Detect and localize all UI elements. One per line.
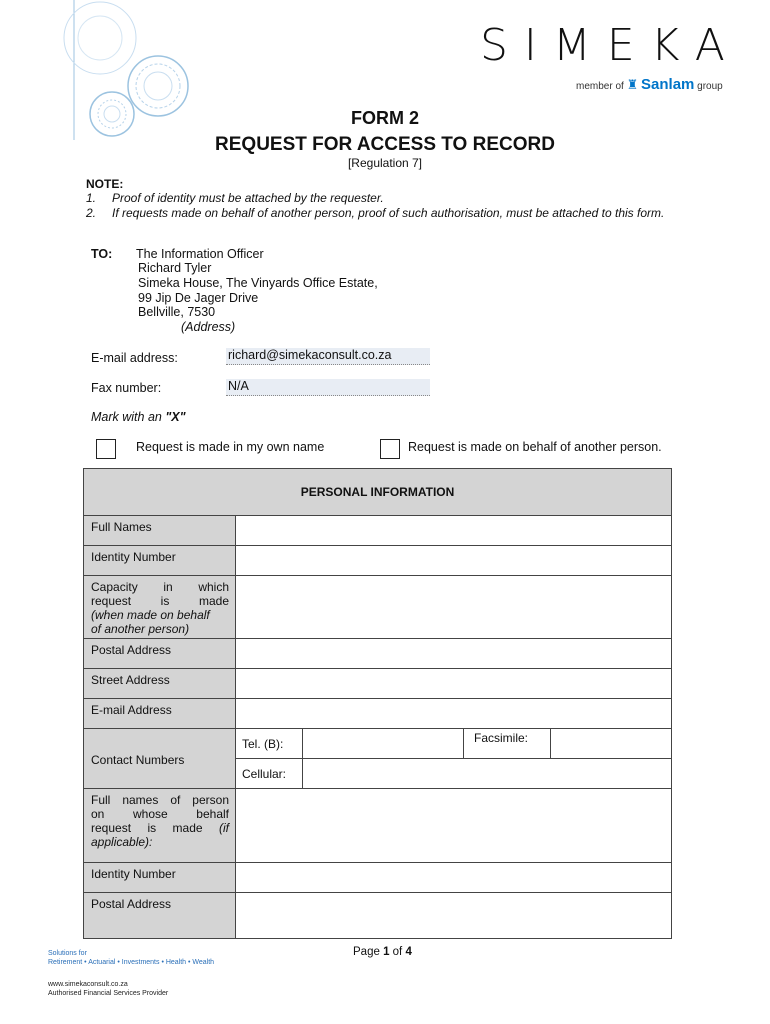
- identity-number-2-label: Identity Number: [84, 863, 236, 893]
- postal-address-label: Postal Address: [84, 639, 236, 669]
- form-title: REQUEST FOR ACCESS TO RECORD: [215, 134, 555, 155]
- behalf-line-3-italic: (if: [219, 821, 229, 835]
- personal-information-table: [83, 468, 672, 939]
- footer-solutions-for: Solutions for: [48, 950, 87, 957]
- sanlam-shield-icon: ♜: [626, 77, 639, 92]
- own-name-label: Request is made in my own name: [136, 440, 325, 454]
- behalf-line-2: on whose behalf: [91, 807, 229, 821]
- form-number: FORM 2: [350, 108, 419, 128]
- mark-instruction-x: "X": [165, 410, 186, 424]
- facsimile-field[interactable]: [551, 729, 672, 759]
- behalf-line-1: Full names of person: [91, 793, 229, 807]
- note-item-2-num: 2.: [86, 206, 97, 220]
- simeka-logo: SIMEKA: [480, 20, 741, 71]
- email-address-field[interactable]: [236, 699, 672, 729]
- recipient-title: The Information Officer: [136, 247, 264, 261]
- note-item-2: [86, 206, 664, 220]
- fax-label: Fax number:: [91, 381, 162, 395]
- note-item-1-text: Proof of identity must be attached by the requester.: [112, 191, 384, 205]
- capacity-line-4: of another person): [91, 622, 190, 636]
- behalf-line-4: applicable):: [91, 835, 153, 849]
- other-person-label: Request is made on behalf of another person.: [408, 440, 662, 454]
- cellular-field[interactable]: [303, 759, 672, 789]
- note-heading: NOTE:: [86, 177, 124, 191]
- recipient-address-line-1: Simeka House, The Vinyards Office Estate,: [138, 276, 378, 290]
- own-name-checkbox[interactable]: [96, 439, 116, 459]
- tel-label: Tel. (B):: [236, 729, 303, 759]
- footer-services: Retirement • Actuarial • Investments • Health • Wealth: [48, 959, 215, 966]
- postal-address-2-label: Postal Address: [84, 893, 236, 939]
- footer-fsp: Authorised Financial Services Provider: [48, 990, 169, 997]
- full-names-field[interactable]: [236, 516, 672, 546]
- email-address-label: E-mail Address: [84, 699, 236, 729]
- recipient-name: Richard Tyler: [138, 261, 212, 275]
- sanlam-name: Sanlam: [641, 76, 695, 93]
- mark-instruction: [91, 410, 186, 424]
- personal-info-heading: PERSONAL INFORMATION: [84, 469, 672, 516]
- identity-number-label: Identity Number: [84, 546, 236, 576]
- behalf-line-3-text: request is made: [91, 821, 219, 835]
- behalf-person-label: [84, 789, 236, 863]
- recipient-address-line-3: Bellville, 7530: [138, 305, 216, 319]
- street-address-field[interactable]: [236, 669, 672, 699]
- email-field[interactable]: richard@simekaconsult.co.za: [226, 348, 430, 365]
- capacity-line-1: Capacity in which: [91, 580, 229, 594]
- address-caption: (Address): [181, 320, 236, 334]
- postal-address-field[interactable]: [236, 639, 672, 669]
- behalf-person-field[interactable]: [236, 789, 672, 863]
- tel-field[interactable]: [303, 729, 464, 759]
- postal-address-2-field[interactable]: [236, 893, 672, 939]
- street-address-label: Street Address: [84, 669, 236, 699]
- regulation-ref: [Regulation 7]: [347, 156, 423, 170]
- fax-field[interactable]: N/A: [226, 379, 430, 396]
- footer-website: www.simekaconsult.co.za: [48, 981, 128, 988]
- page-total: 4: [405, 946, 412, 958]
- behalf-line-3: [91, 821, 229, 835]
- page-prefix: Page: [353, 946, 384, 958]
- group-suffix: group: [697, 81, 723, 92]
- note-item-2-text: If requests made on behalf of another person, proof of such authorisation, must be attached to this form.: [112, 206, 665, 220]
- page-mid: of: [389, 946, 406, 958]
- capacity-line-3: (when made on behalf: [91, 608, 210, 622]
- contact-numbers-label: Contact Numbers: [84, 729, 236, 789]
- page-current: 1: [383, 946, 390, 958]
- capacity-label: [84, 576, 236, 639]
- email-label: E-mail address:: [91, 351, 178, 365]
- full-names-label: Full Names: [84, 516, 236, 546]
- to-label: TO:: [91, 247, 113, 261]
- cellular-label: Cellular:: [236, 759, 303, 789]
- identity-number-field[interactable]: [236, 546, 672, 576]
- note-item-1-num: 1.: [86, 191, 97, 205]
- recipient-address-line-2: 99 Jip De Jager Drive: [138, 291, 259, 305]
- capacity-line-2: request is made: [91, 594, 229, 608]
- note-item-1: [86, 191, 384, 205]
- capacity-field[interactable]: [236, 576, 672, 639]
- facsimile-label: Facsimile:: [464, 729, 551, 759]
- identity-number-2-field[interactable]: [236, 863, 672, 893]
- sanlam-member-badge: [576, 76, 723, 93]
- page-number: [353, 946, 412, 958]
- mark-instruction-text: Mark with an: [91, 410, 166, 424]
- other-person-checkbox[interactable]: [380, 439, 400, 459]
- member-prefix: member of: [576, 81, 624, 92]
